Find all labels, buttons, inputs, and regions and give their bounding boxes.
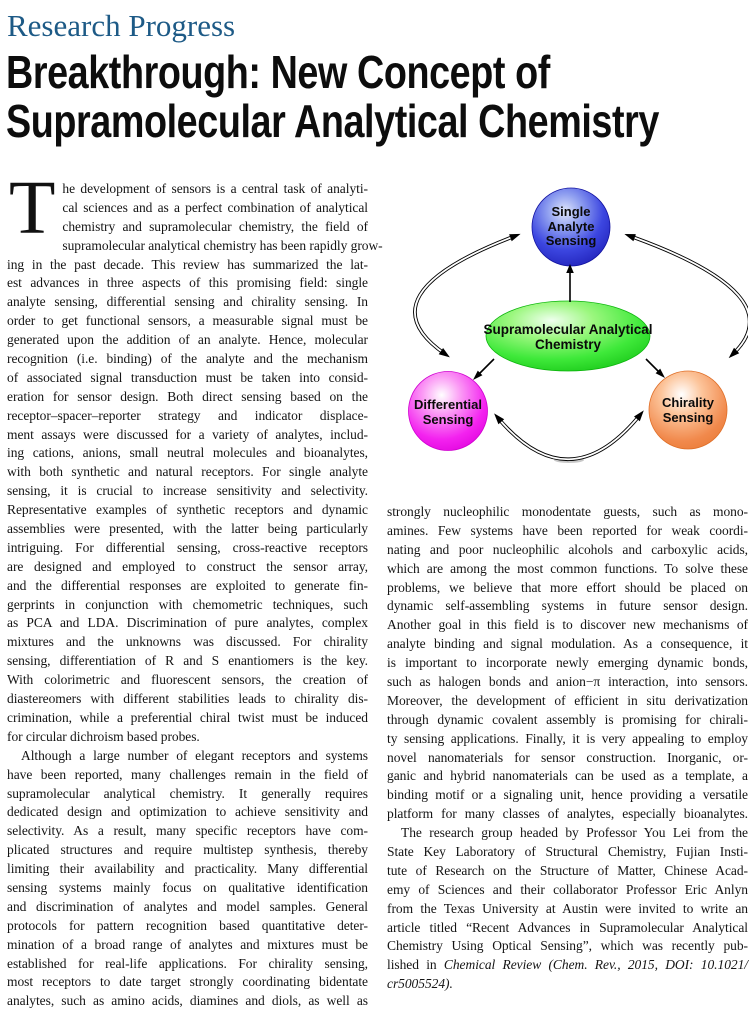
text-line: platform for many classes of analytes, especially bioanalytes. xyxy=(387,806,748,822)
text-line: receptor–spacer–reporter strategy and indicator displace- xyxy=(7,407,368,423)
text-line: established for real-life applications. For chirality sensing, xyxy=(7,955,368,971)
text-line: analyte sensing, differential sensing and chirality sensing. In xyxy=(7,294,368,310)
text-line: amines. Few systems have been reported for weak coordi- xyxy=(387,522,748,538)
left-column-text xyxy=(7,166,383,1011)
cycle-arc-bottom xyxy=(494,410,644,459)
title-line-2: Supramolecular Analytical Chemistry xyxy=(6,95,659,147)
text-line: chemistry and supramolecular chemistry, the field of xyxy=(62,218,368,234)
text-line: binding motif or a signaling unit, hence providing a versatile xyxy=(387,787,748,803)
label-single-analyte-sensing: Single Analyte Sensing xyxy=(545,204,597,248)
text-line: strongly nucleophilic monodentate guests, such as mono- xyxy=(387,504,748,519)
text-line: is important to incorporate newly emerging dynamic bonds, xyxy=(387,655,748,671)
text-line: novel nanomaterials for sensor construction. Inorganic, or- xyxy=(387,749,748,765)
text-line: ing cations, anions, small neutral molecules and bioanalytes, xyxy=(7,445,368,461)
text-line: ing in the past decade. This review has summarized the lat- xyxy=(7,256,368,272)
text-line: emy of Sciences and their collaborator Professor Eric Anlyn xyxy=(387,881,748,897)
text-line: Although a large number of elegant receptors and systems xyxy=(21,747,368,763)
text-line: Another goal in this field is to discover new mechanisms of xyxy=(387,617,748,633)
section-kicker: Research Progress xyxy=(7,8,236,43)
article-title xyxy=(6,48,755,146)
text-line: and the differential responses are exploited to generate fin- xyxy=(7,577,368,593)
text-line: sensing, differentiation of R and S enantiomers is the key. xyxy=(7,653,368,669)
arrow-center-to-single xyxy=(566,264,574,302)
title-line-1: Breakthrough: New Concept of xyxy=(6,46,550,98)
text-line: Representative examples of synthetic receptors and dynamic xyxy=(7,502,368,518)
text-line: problems, we believe that more effort should be placed on xyxy=(387,579,748,595)
text-line: intriguing. For differential sensing, cross-reactive receptors xyxy=(7,539,368,555)
text-line: have been reported, many challenges remain in the field of xyxy=(7,766,368,782)
text-line: crimination, while a preferential chiral twist must be induced xyxy=(7,709,368,725)
text-line: supramolecular analytical chemistry has been rapidly grow- xyxy=(62,237,383,253)
text-line: limiting their availability and practicality. Many differential xyxy=(7,861,368,877)
text-line: Moreover, the development of efficient in situ derivatization xyxy=(387,692,748,708)
text-line: generated upon the addition of an analyte. Hence, molecular xyxy=(7,332,368,348)
text-line: analyte binding and signal modulation. As a consequence, it xyxy=(387,636,748,652)
right-column xyxy=(387,503,748,994)
text-line: with both synthetic and natural receptors. For single analyte xyxy=(7,464,368,480)
label-differential-sensing: Differential Sensing xyxy=(414,397,482,427)
text-line: State Key Laboratory of Structural Chemistry, Fujian Insti- xyxy=(387,844,748,860)
label-chirality-sensing: Chirality Sensing xyxy=(661,395,714,425)
text-line: are designed and employed to construct the sensor array, xyxy=(7,558,368,574)
text-line: The research group headed by Professor You Lei from the xyxy=(401,825,748,841)
text-line: mination of a broad range of analytes and mixtures must be xyxy=(7,936,368,952)
sensing-concept-diagram xyxy=(387,172,748,503)
text-line: order to get functional sensors, a measurable signal must be xyxy=(7,313,368,329)
text-line: ty sensing applications. Finally, it is very appealing to employ xyxy=(387,730,748,746)
text-line: through dynamic covalent assembly is promising for chirali- xyxy=(387,711,748,727)
text-line: est advances in three aspects of this promising field: single xyxy=(7,275,368,291)
text-line: most receptors to date target strongly coordinating bidentate xyxy=(7,974,368,990)
text-line: gerprints in conjunction with chemometric techniques, such xyxy=(7,596,368,612)
drop-cap: T xyxy=(9,166,56,250)
text-line: eration for sensor design. Both direct sensing based on the xyxy=(7,388,368,404)
text-line: supramolecular analytical chemistry. It generally requires xyxy=(7,785,368,801)
text-line: assemblies were presented, with the latter being particularly xyxy=(7,521,368,537)
label-supramolecular-analytical-chemistry: Supramolecular Analytical Chemistry xyxy=(483,322,653,352)
text-line: of associated signal transduction must be taken into consid- xyxy=(7,369,368,385)
text-line: analytes, such as amino acids, diamines and diols, as well as xyxy=(7,993,368,1009)
text-line: which are among the most common functions. To solve these xyxy=(387,560,748,576)
text-line: protocols for pattern recognition based quantitative deter- xyxy=(7,917,368,933)
text-line: ment assays were discussed for a variety of analytes, includ- xyxy=(7,426,368,442)
text-line: With colorimetric and fluorescent sensors, the creation of xyxy=(7,672,368,688)
text-line: sensing systems mainly focus on qualitative identification xyxy=(7,879,368,895)
text-line: as PCA and LDA. Discrimination of pure analytes, complex xyxy=(7,615,368,631)
text-line: dynamic self-assembling systems in future sensor design. xyxy=(387,598,748,614)
text-line: from the Texas University at Austin were invited to write an xyxy=(387,900,748,916)
text-line: tute of Research on the Structure of Matter, Chinese Acad- xyxy=(387,862,748,878)
arrow-center-to-differential xyxy=(473,359,494,380)
left-column xyxy=(7,166,383,1011)
text-line: ganic and hybrid nanomaterials can be used as a template, a xyxy=(387,768,748,784)
text-line: article titled “Recent Advances in Supramolecular Analytical xyxy=(387,919,748,935)
text-line: cal sciences and as a perfect combination of analytical xyxy=(62,199,368,215)
text-line: cr5005524). xyxy=(387,976,453,992)
text-line: lished in Chemical Review (Chem. Rev., 2015, DOI: 10.1021/ xyxy=(387,957,749,973)
text-line: plicated structures and require multistep synthesis, thereby xyxy=(7,842,368,858)
text-line: sensing, it is crucial to increase sensitivity and selectivity. xyxy=(7,483,368,499)
text-line: he development of sensors is a central task of analyti- xyxy=(62,181,368,196)
text-line: and discrimination of analytes and model samples. General xyxy=(7,898,368,914)
text-line: recognition (i.e. binding) of the analyte and the mechanism xyxy=(7,351,368,367)
text-line: selectivity. As a result, many specific receptors have com- xyxy=(7,823,368,839)
text-line: diastereomers with different stabilities leads to chirality dis- xyxy=(7,691,368,707)
text-line: such as halogen bonds and anion−π interaction, into sensors. xyxy=(387,674,748,690)
text-line: dedicated design and optimization to achieve sensitivity and xyxy=(7,804,368,820)
text-line: mixtures and the unknowns was discussed. For chirality xyxy=(7,634,368,650)
text-line: Chemistry Using Optical Sensing”, which was recently pub- xyxy=(387,938,748,954)
text-line: for circular dichroism based probes. xyxy=(7,728,200,744)
text-line: nating and poor nucleophilic alcohols and carboxylic acids, xyxy=(387,541,748,557)
arrow-center-to-chirality xyxy=(646,359,665,378)
